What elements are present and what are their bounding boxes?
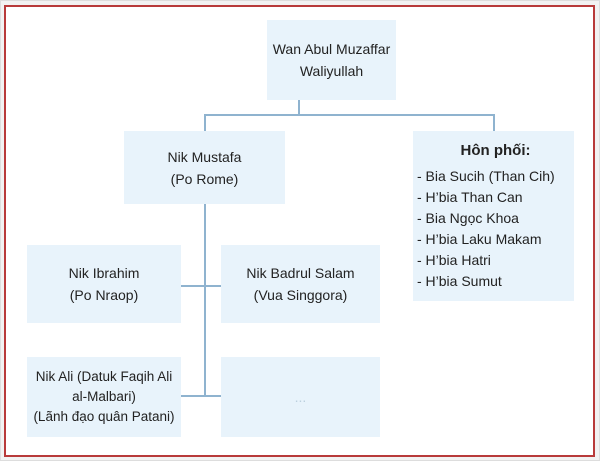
child-alias: (Po Rome) — [170, 170, 239, 187]
root-node — [267, 20, 396, 100]
spouses-title: Hôn phối: — [460, 142, 531, 159]
spouse-item: - H’bia Laku Makam — [417, 231, 542, 247]
grandchild-node-3 — [27, 357, 181, 437]
grandchild-3-line2: al-Malbari) — [72, 389, 136, 404]
grandchild-node-1 — [27, 245, 181, 323]
spouse-item: - Bia Sucih (Than Cih) — [417, 168, 555, 184]
grandchild-node-4 — [221, 357, 380, 437]
root-name-line2: Waliyullah — [299, 63, 364, 79]
spouses-node — [413, 131, 574, 301]
child-node — [124, 131, 285, 204]
grandchild-2-alias: (Vua Singgora) — [253, 287, 348, 303]
spouse-item: - H’bia Hatri — [417, 252, 491, 268]
grandchild-1-name: Nik Ibrahim — [68, 265, 140, 281]
connector-root-down — [298, 99, 300, 115]
connector-row2 — [180, 395, 222, 397]
connector-to-child — [204, 114, 206, 132]
spouse-item: - H’bia Sumut — [417, 273, 502, 289]
spouse-item: - H’bia Than Can — [417, 189, 523, 205]
connector-row1 — [180, 285, 222, 287]
grandchild-node-2 — [221, 245, 380, 323]
connector-child-trunk — [204, 204, 206, 396]
spouse-item: - Bia Ngọc Khoa — [417, 210, 519, 226]
grandchild-3-line3: (Lãnh đạo quân Patani) — [33, 409, 175, 424]
grandchild-2-name: Nik Badrul Salam — [246, 265, 355, 281]
child-name: Nik Mustafa — [167, 148, 242, 165]
grandchild-4-label: ... — [294, 389, 307, 405]
grandchild-1-alias: (Po Nraop) — [69, 287, 139, 303]
grandchild-3-line1: Nik Ali (Datuk Faqih Ali — [35, 369, 173, 384]
connector-to-spouses — [493, 114, 495, 132]
spouses-list — [417, 166, 555, 292]
connector-horizontal-top — [204, 114, 494, 116]
root-name-line1: Wan Abul Muzaffar — [272, 41, 391, 57]
